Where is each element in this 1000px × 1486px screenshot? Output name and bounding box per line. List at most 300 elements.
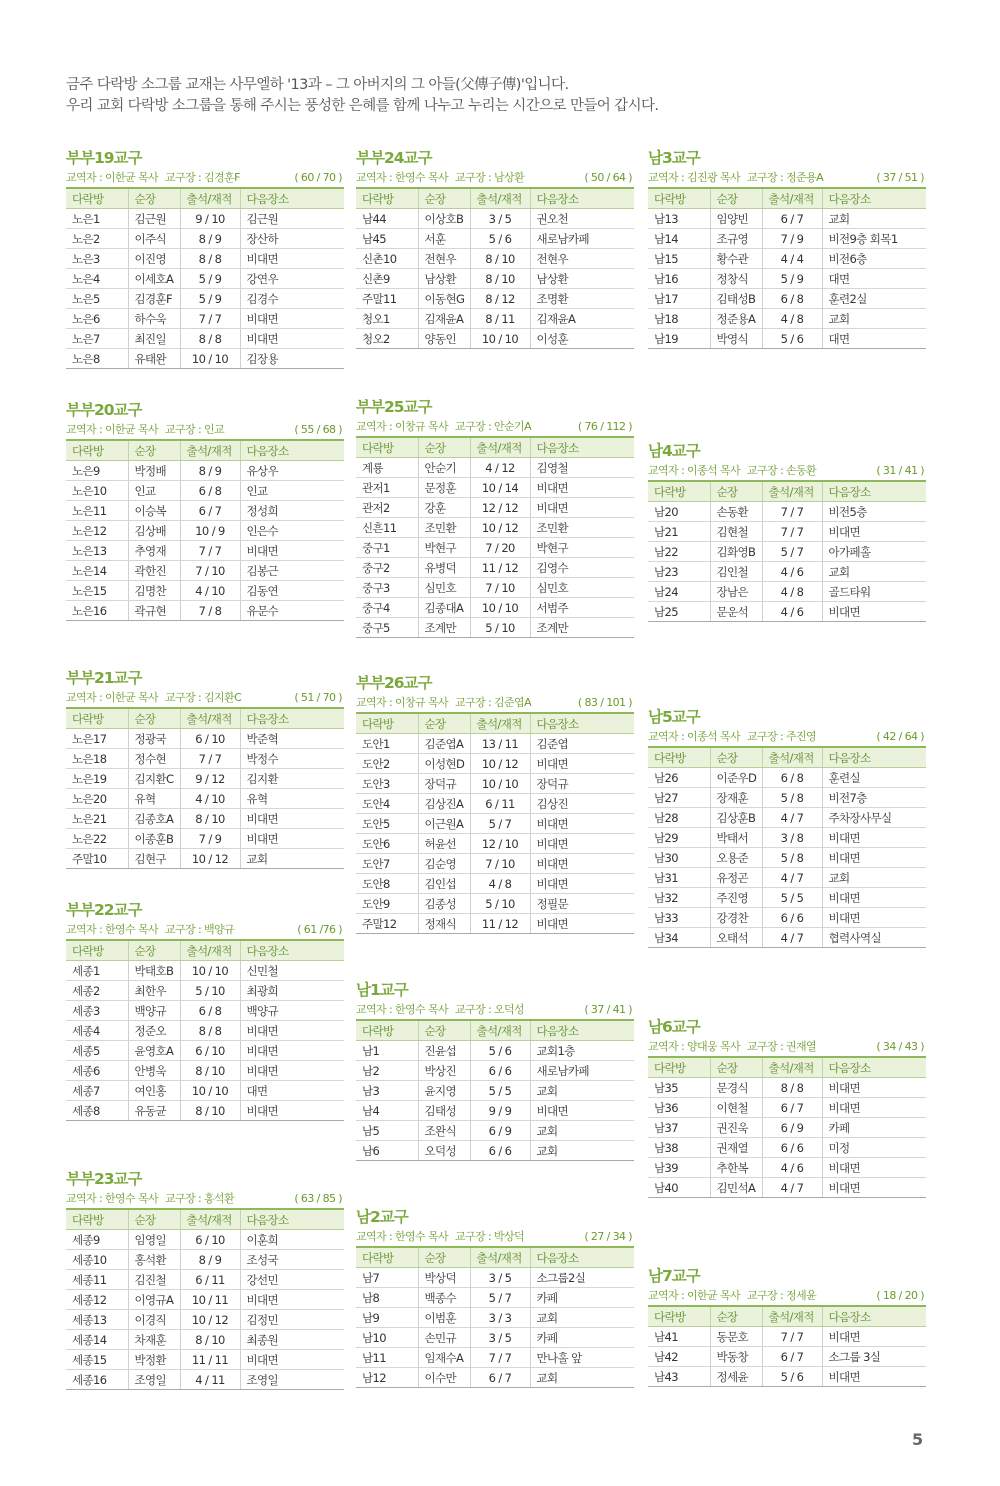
table-cell: 6 / 6 bbox=[762, 908, 822, 928]
table-cell: 새로남카페 bbox=[530, 229, 634, 249]
table-header-row bbox=[66, 189, 344, 209]
table-cell: 조성국 bbox=[240, 1250, 344, 1270]
table-cell: 카페 bbox=[822, 1118, 926, 1138]
table-cell: 노은16 bbox=[66, 601, 128, 621]
table-cell: 남22 bbox=[648, 542, 710, 562]
district-block bbox=[356, 397, 634, 638]
district-title: 부부22교구 bbox=[66, 901, 142, 919]
table-cell: 6 / 7 bbox=[470, 1368, 530, 1388]
table-cell: 9 / 9 bbox=[470, 1101, 530, 1121]
district-attendance-ratio: ( 27 / 34 ) bbox=[584, 1230, 632, 1243]
district-table bbox=[356, 1248, 634, 1388]
column-header: 순장 bbox=[128, 709, 180, 729]
table-cell: 세종4 bbox=[66, 1021, 128, 1041]
district-block bbox=[356, 148, 634, 349]
table-cell: 6 / 8 bbox=[180, 481, 240, 501]
table-header-row bbox=[66, 441, 344, 461]
table-cell: 조영일 bbox=[240, 1370, 344, 1390]
district-leader: 교구장 : 인교 bbox=[165, 423, 225, 436]
table-cell: 이세호A bbox=[128, 269, 180, 289]
table-cell: 노은5 bbox=[66, 289, 128, 309]
table-cell: 9 / 12 bbox=[180, 769, 240, 789]
table-row bbox=[356, 814, 634, 834]
table-cell: 김근원 bbox=[128, 209, 180, 229]
table-cell: 6 / 6 bbox=[762, 1138, 822, 1158]
district-pastor: 교역자 : 이창규 목사 bbox=[356, 696, 449, 709]
table-row bbox=[66, 1270, 344, 1290]
table-cell: 조영일 bbox=[128, 1370, 180, 1390]
table-row bbox=[356, 209, 634, 229]
table-row bbox=[356, 1328, 634, 1348]
table-cell: 윤지영 bbox=[418, 1081, 470, 1101]
table-cell: 남19 bbox=[648, 329, 710, 349]
table-cell: 김인철 bbox=[710, 562, 762, 582]
table-cell: 13 / 11 bbox=[470, 734, 530, 754]
table-cell: 6 / 6 bbox=[470, 1141, 530, 1161]
table-cell: 조완식 bbox=[418, 1121, 470, 1141]
table-cell: 10 / 10 bbox=[180, 349, 240, 369]
table-cell: 8 / 10 bbox=[470, 249, 530, 269]
table-cell: 4 / 8 bbox=[762, 309, 822, 329]
district-staff bbox=[648, 1038, 816, 1056]
table-cell: 남6 bbox=[356, 1141, 418, 1161]
table-cell: 노은4 bbox=[66, 269, 128, 289]
table-cell: 비대면 bbox=[240, 1021, 344, 1041]
table-cell: 8 / 11 bbox=[470, 309, 530, 329]
column-header: 다락방 bbox=[66, 189, 128, 209]
table-cell: 6 / 7 bbox=[180, 501, 240, 521]
district-attendance-ratio: ( 50 / 64 ) bbox=[584, 171, 632, 184]
table-cell: 카페 bbox=[530, 1288, 634, 1308]
table-cell: 곽한진 bbox=[128, 561, 180, 581]
district-staff bbox=[648, 728, 816, 746]
table-cell: 남20 bbox=[648, 502, 710, 522]
table-cell: 서범주 bbox=[530, 598, 634, 618]
district-attendance-ratio: ( 42 / 64 ) bbox=[876, 730, 924, 743]
column-header: 다락방 bbox=[356, 1021, 418, 1041]
table-header-row bbox=[66, 709, 344, 729]
table-cell: 박상덕 bbox=[418, 1268, 470, 1288]
table-row bbox=[356, 1368, 634, 1388]
table-row bbox=[648, 602, 926, 622]
column-header: 다음장소 bbox=[530, 1021, 634, 1041]
table-cell: 4 / 6 bbox=[762, 1158, 822, 1178]
district-pastor: 교역자 : 이한균 목사 bbox=[66, 423, 159, 436]
table-row bbox=[66, 961, 344, 981]
district-title: 부부24교구 bbox=[356, 149, 432, 167]
district-block bbox=[648, 707, 926, 948]
table-cell: 교회 bbox=[530, 1141, 634, 1161]
table-cell: 미정 bbox=[822, 1138, 926, 1158]
table-cell: 4 / 7 bbox=[762, 1178, 822, 1198]
table-cell: 남35 bbox=[648, 1078, 710, 1098]
table-cell: 세종10 bbox=[66, 1250, 128, 1270]
table-cell: 비대면 bbox=[530, 914, 634, 934]
table-cell: 박동창 bbox=[710, 1347, 762, 1367]
table-row bbox=[648, 788, 926, 808]
table-cell: 7 / 7 bbox=[180, 541, 240, 561]
district-staff bbox=[66, 421, 224, 439]
table-cell: 이동현G bbox=[418, 289, 470, 309]
district-leader: 교구장 : 백양규 bbox=[165, 923, 235, 936]
table-cell: 골드타워 bbox=[822, 582, 926, 602]
district-block bbox=[356, 673, 634, 934]
table-cell: 8 / 8 bbox=[762, 1078, 822, 1098]
table-cell: 김종호A bbox=[128, 809, 180, 829]
table-cell: 비대면 bbox=[530, 1101, 634, 1121]
table-row bbox=[356, 1288, 634, 1308]
table-cell: 5 / 10 bbox=[470, 894, 530, 914]
table-cell: 김준엽A bbox=[418, 734, 470, 754]
table-row bbox=[66, 329, 344, 349]
district-leader: 교구장 : 주진영 bbox=[747, 730, 817, 743]
table-cell: 유병덕 bbox=[418, 558, 470, 578]
table-cell: 남15 bbox=[648, 249, 710, 269]
table-cell: 여인홍 bbox=[128, 1081, 180, 1101]
table-cell: 세종2 bbox=[66, 981, 128, 1001]
district-block bbox=[66, 900, 344, 1121]
table-cell: 노은2 bbox=[66, 229, 128, 249]
table-cell: 남40 bbox=[648, 1178, 710, 1198]
table-row bbox=[66, 1041, 344, 1061]
table-row bbox=[648, 522, 926, 542]
table-cell: 5 / 9 bbox=[180, 269, 240, 289]
table-cell: 유혁 bbox=[128, 789, 180, 809]
district-info bbox=[648, 462, 926, 482]
table-cell: 7 / 8 bbox=[180, 601, 240, 621]
table-row bbox=[648, 269, 926, 289]
table-cell: 10 / 12 bbox=[470, 518, 530, 538]
table-cell: 김영수 bbox=[530, 558, 634, 578]
table-cell: 이영규A bbox=[128, 1290, 180, 1310]
table-cell: 김현철 bbox=[710, 522, 762, 542]
table-row bbox=[66, 229, 344, 249]
district-table bbox=[648, 1058, 926, 1198]
table-cell: 남32 bbox=[648, 888, 710, 908]
district-title: 남6교구 bbox=[648, 1018, 700, 1036]
table-row bbox=[66, 1061, 344, 1081]
column-header: 출석/재적 bbox=[470, 1248, 530, 1268]
table-cell: 김상진 bbox=[530, 794, 634, 814]
table-cell: 장재훈 bbox=[710, 788, 762, 808]
table-cell: 훈련실 bbox=[822, 768, 926, 788]
district-info bbox=[66, 921, 344, 941]
table-cell: 남17 bbox=[648, 289, 710, 309]
district-attendance-ratio: ( 34 / 43 ) bbox=[876, 1040, 924, 1053]
table-cell: 5 / 6 bbox=[762, 1367, 822, 1387]
table-cell: 비전5층 bbox=[822, 502, 926, 522]
table-cell: 3 / 5 bbox=[470, 1268, 530, 1288]
table-cell: 동문호 bbox=[710, 1327, 762, 1347]
table-cell: 만나홀 앞 bbox=[530, 1348, 634, 1368]
table-cell: 정필문 bbox=[530, 894, 634, 914]
table-cell: 노은21 bbox=[66, 809, 128, 829]
table-cell: 노은13 bbox=[66, 541, 128, 561]
table-cell: 박상진 bbox=[418, 1061, 470, 1081]
column-header: 순장 bbox=[710, 189, 762, 209]
district-info bbox=[66, 421, 344, 441]
table-cell: 5 / 7 bbox=[470, 1288, 530, 1308]
table-cell: 세종8 bbox=[66, 1101, 128, 1121]
table-cell: 이경직 bbox=[128, 1310, 180, 1330]
table-cell: 남29 bbox=[648, 828, 710, 848]
column-header: 다음장소 bbox=[822, 189, 926, 209]
table-cell: 청오1 bbox=[356, 309, 418, 329]
table-row bbox=[356, 498, 634, 518]
table-cell: 도안3 bbox=[356, 774, 418, 794]
district-staff bbox=[356, 1228, 524, 1246]
table-row bbox=[648, 542, 926, 562]
page-number: 5 bbox=[912, 1430, 924, 1449]
table-row bbox=[356, 558, 634, 578]
intro-line-2: 우리 교회 다락방 소그룹을 통해 주시는 풍성한 은혜를 함께 나누고 누리는 시간으로 만들어 갑시다. bbox=[66, 98, 659, 114]
district-block bbox=[648, 441, 926, 622]
table-cell: 비대면 bbox=[822, 888, 926, 908]
table-cell: 남상환 bbox=[418, 269, 470, 289]
district-pastor: 교역자 : 양대웅 목사 bbox=[648, 1040, 741, 1053]
table-cell: 비대면 bbox=[822, 1327, 926, 1347]
table-cell: 세종11 bbox=[66, 1270, 128, 1290]
district-attendance-ratio: ( 18 / 20 ) bbox=[876, 1289, 924, 1302]
table-cell: 3 / 8 bbox=[762, 828, 822, 848]
table-row bbox=[648, 1098, 926, 1118]
table-row bbox=[66, 789, 344, 809]
table-cell: 문운석 bbox=[710, 602, 762, 622]
table-cell: 6 / 10 bbox=[180, 1230, 240, 1250]
district-title: 부부26교구 bbox=[356, 674, 432, 692]
table-cell: 이승복 bbox=[128, 501, 180, 521]
table-cell: 세종1 bbox=[66, 961, 128, 981]
table-cell: 남18 bbox=[648, 309, 710, 329]
table-row bbox=[648, 768, 926, 788]
table-header-row bbox=[648, 189, 926, 209]
table-cell: 6 / 8 bbox=[762, 768, 822, 788]
table-row bbox=[356, 794, 634, 814]
table-row bbox=[356, 774, 634, 794]
table-cell: 새로남카페 bbox=[530, 1061, 634, 1081]
table-cell: 6 / 10 bbox=[180, 1041, 240, 1061]
district-pastor: 교역자 : 한영수 목사 bbox=[356, 1003, 449, 1016]
table-cell: 박현구 bbox=[418, 538, 470, 558]
column-header: 출석/재적 bbox=[180, 189, 240, 209]
column-header: 다락방 bbox=[648, 748, 710, 768]
column-header: 순장 bbox=[418, 714, 470, 734]
table-cell: 비대면 bbox=[240, 309, 344, 329]
table-row bbox=[648, 1078, 926, 1098]
table-cell: 교회 bbox=[530, 1121, 634, 1141]
column-header: 다음장소 bbox=[822, 748, 926, 768]
table-cell: 7 / 9 bbox=[762, 229, 822, 249]
table-cell: 노은11 bbox=[66, 501, 128, 521]
table-cell: 김경수 bbox=[240, 289, 344, 309]
column-header: 출석/재적 bbox=[762, 1307, 822, 1327]
table-header-row bbox=[356, 1248, 634, 1268]
table-cell: 10 / 12 bbox=[180, 849, 240, 869]
table-cell: 3 / 5 bbox=[470, 209, 530, 229]
table-cell: 남30 bbox=[648, 848, 710, 868]
table-cell: 권진욱 bbox=[710, 1118, 762, 1138]
table-cell: 청오2 bbox=[356, 329, 418, 349]
table-cell: 최광희 bbox=[240, 981, 344, 1001]
table-cell: 비전9층 회목1 bbox=[822, 229, 926, 249]
table-row bbox=[648, 1158, 926, 1178]
district-table bbox=[648, 482, 926, 622]
table-cell: 박정수 bbox=[240, 749, 344, 769]
table-cell: 비대면 bbox=[822, 848, 926, 868]
table-cell: 5 / 8 bbox=[762, 788, 822, 808]
district-staff bbox=[66, 1190, 234, 1208]
table-row bbox=[66, 209, 344, 229]
district-pastor: 교역자 : 한영수 목사 bbox=[356, 1230, 449, 1243]
table-cell: 남25 bbox=[648, 602, 710, 622]
table-cell: 7 / 7 bbox=[180, 309, 240, 329]
column-header: 다락방 bbox=[648, 482, 710, 502]
district-leader: 교구장 : 손동환 bbox=[747, 464, 817, 477]
table-cell: 남37 bbox=[648, 1118, 710, 1138]
table-cell: 노은15 bbox=[66, 581, 128, 601]
table-cell: 심민호 bbox=[530, 578, 634, 598]
table-cell: 김영철 bbox=[530, 458, 634, 478]
table-row bbox=[648, 209, 926, 229]
table-row bbox=[648, 562, 926, 582]
table-cell: 오덕성 bbox=[418, 1141, 470, 1161]
table-row bbox=[66, 269, 344, 289]
table-cell: 계룡 bbox=[356, 458, 418, 478]
district-pastor: 교역자 : 이한균 목사 bbox=[66, 691, 159, 704]
table-cell: 이준우D bbox=[710, 768, 762, 788]
table-cell: 김봉근 bbox=[240, 561, 344, 581]
table-cell: 김종성 bbox=[418, 894, 470, 914]
table-cell: 정광국 bbox=[128, 729, 180, 749]
table-row bbox=[66, 849, 344, 869]
district-staff bbox=[66, 169, 240, 187]
table-cell: 임양빈 bbox=[710, 209, 762, 229]
table-row bbox=[356, 1041, 634, 1061]
table-row bbox=[648, 502, 926, 522]
table-cell: 노은9 bbox=[66, 461, 128, 481]
table-cell: 김지환C bbox=[128, 769, 180, 789]
table-cell: 강훈 bbox=[418, 498, 470, 518]
table-cell: 김인섭 bbox=[418, 874, 470, 894]
table-cell: 3 / 3 bbox=[470, 1308, 530, 1328]
table-cell: 4 / 6 bbox=[762, 562, 822, 582]
table-cell: 인교 bbox=[240, 481, 344, 501]
district-staff bbox=[356, 169, 524, 187]
table-cell: 4 / 11 bbox=[180, 1370, 240, 1390]
table-cell: 이근원A bbox=[418, 814, 470, 834]
column-header: 출석/재적 bbox=[470, 1021, 530, 1041]
table-cell: 정재식 bbox=[418, 914, 470, 934]
district-title: 남4교구 bbox=[648, 442, 700, 460]
column-header: 순장 bbox=[710, 748, 762, 768]
table-cell: 남27 bbox=[648, 788, 710, 808]
table-header-row bbox=[648, 1058, 926, 1078]
table-cell: 남42 bbox=[648, 1347, 710, 1367]
district-table bbox=[66, 189, 344, 369]
table-cell: 비대면 bbox=[240, 329, 344, 349]
table-cell: 전현우 bbox=[418, 249, 470, 269]
table-cell: 안순기 bbox=[418, 458, 470, 478]
district-title: 부부23교구 bbox=[66, 1170, 142, 1188]
table-cell: 8 / 8 bbox=[180, 249, 240, 269]
table-cell: 최종원 bbox=[240, 1330, 344, 1350]
district-attendance-ratio: ( 60 / 70 ) bbox=[294, 171, 342, 184]
table-cell: 백양규 bbox=[128, 1001, 180, 1021]
table-cell: 5 / 9 bbox=[762, 269, 822, 289]
table-cell: 남44 bbox=[356, 209, 418, 229]
table-cell: 비대면 bbox=[822, 1178, 926, 1198]
table-row bbox=[356, 269, 634, 289]
table-cell: 남상환 bbox=[530, 269, 634, 289]
table-row bbox=[356, 834, 634, 854]
table-cell: 카페 bbox=[530, 1328, 634, 1348]
table-row bbox=[356, 914, 634, 934]
district-block bbox=[648, 148, 926, 349]
table-row bbox=[66, 289, 344, 309]
table-cell: 남16 bbox=[648, 269, 710, 289]
table-cell: 남38 bbox=[648, 1138, 710, 1158]
table-row bbox=[356, 538, 634, 558]
table-cell: 5 / 10 bbox=[180, 981, 240, 1001]
district-info bbox=[648, 728, 926, 748]
district-title: 남7교구 bbox=[648, 1267, 700, 1285]
table-cell: 장남은 bbox=[710, 582, 762, 602]
table-cell: 노은10 bbox=[66, 481, 128, 501]
table-cell: 강선민 bbox=[240, 1270, 344, 1290]
table-cell: 노은20 bbox=[66, 789, 128, 809]
table-cell: 4 / 12 bbox=[470, 458, 530, 478]
district-block bbox=[66, 148, 344, 369]
table-cell: 비대면 bbox=[530, 498, 634, 518]
table-header-row bbox=[66, 941, 344, 961]
column-header: 순장 bbox=[418, 438, 470, 458]
table-cell: 이성훈 bbox=[530, 329, 634, 349]
district-pastor: 교역자 : 김진광 목사 bbox=[648, 171, 741, 184]
table-cell: 김현구 bbox=[128, 849, 180, 869]
table-cell: 7 / 10 bbox=[180, 561, 240, 581]
table-row bbox=[356, 249, 634, 269]
table-cell: 오태석 bbox=[710, 928, 762, 948]
table-row bbox=[66, 981, 344, 1001]
table-cell: 관저2 bbox=[356, 498, 418, 518]
table-cell: 유동균 bbox=[128, 1101, 180, 1121]
table-cell: 6 / 11 bbox=[470, 794, 530, 814]
table-row bbox=[66, 1310, 344, 1330]
table-cell: 신흔11 bbox=[356, 518, 418, 538]
table-cell: 백종수 bbox=[418, 1288, 470, 1308]
table-cell: 7 / 7 bbox=[180, 749, 240, 769]
district-pastor: 교역자 : 이한균 목사 bbox=[648, 1289, 741, 1302]
table-cell: 조규영 bbox=[710, 229, 762, 249]
table-cell: 박정환 bbox=[128, 1350, 180, 1370]
table-cell: 비대면 bbox=[822, 522, 926, 542]
column-header: 다락방 bbox=[356, 714, 418, 734]
table-cell: 대면 bbox=[822, 329, 926, 349]
table-cell: 4 / 7 bbox=[762, 928, 822, 948]
table-cell: 신촌9 bbox=[356, 269, 418, 289]
table-cell: 11 / 11 bbox=[180, 1350, 240, 1370]
table-row bbox=[648, 289, 926, 309]
district-attendance-ratio: ( 51 / 70 ) bbox=[294, 691, 342, 704]
table-row bbox=[66, 1350, 344, 1370]
table-cell: 비대면 bbox=[822, 1367, 926, 1387]
table-cell: 4 / 6 bbox=[762, 602, 822, 622]
table-cell: 남39 bbox=[648, 1158, 710, 1178]
table-cell: 추한복 bbox=[710, 1158, 762, 1178]
table-cell: 박준혁 bbox=[240, 729, 344, 749]
table-cell: 남43 bbox=[648, 1367, 710, 1387]
table-row bbox=[66, 1370, 344, 1390]
